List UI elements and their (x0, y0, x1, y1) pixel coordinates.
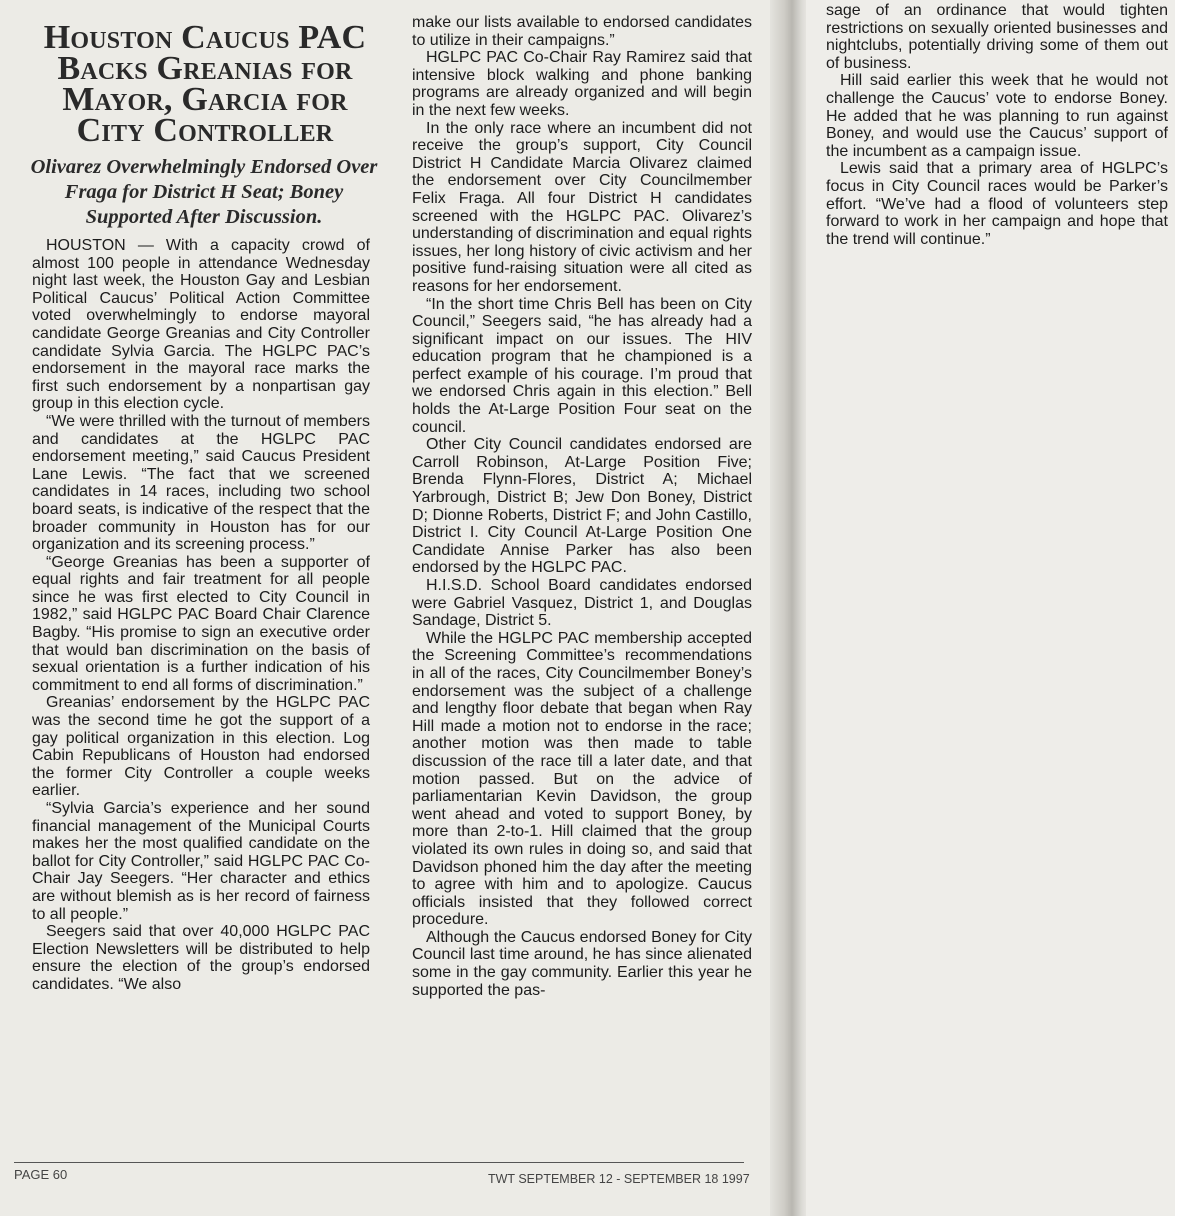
paragraph: Seegers said that over 40,000 HGLPC PAC Election Newsletters will be distributed to help ensure the election of the group’s endorsed candidates. “We also (32, 923, 370, 993)
paragraph: In the only race where an incumbent did not receive the group’s support, City Council District H Candidate Marcia Olivarez claimed the endorsement over City Councilmember Felix Fraga. All four District H candidates screened with the HGLPC PAC. Olivarez’s understanding of discrimination and equal rights issues, her long history of civic activism and her positive fund-raising situation were all cited as reasons for her endorsement. (412, 119, 752, 295)
paragraph: Greanias’ endorsement by the HGLPC PAC was the second time he got the support of a gay political organization in this election. Log Cabin Republicans of Houston had endorsed the former City Controller a couple weeks earlier. (32, 694, 370, 800)
article-column-2 (412, 14, 752, 999)
paragraph: H.I.S.D. School Board candidates endorsed were Gabriel Vasquez, District 1, and Douglas Sandage, District 5. (412, 577, 752, 630)
paragraph: Hill said earlier this week that he would not challenge the Caucus’ vote to endorse Boney. He added that he was planning to run against Boney, and would use the Caucus’ support of the incumbent as a campaign issue. (826, 72, 1168, 160)
subhead: Olivarez Overwhelmingly Endorsed Over Fraga for District H Seat; Boney Supported After Discussion. (30, 156, 378, 228)
paragraph: “We were thrilled with the turnout of members and candidates at the HGLPC PAC endorsement meeting,” said Caucus President Lane Lewis. “The fact that we screened candidates in 14 races, including two school board seats, is indicative of the respect that the broader community in Houston has for our organization and its screening process.” (32, 412, 370, 554)
paragraph: Lewis said that a primary area of HGLPC’s focus in City Council races would be Parker’s effort. “We’ve had a flood of volunteers step forward to work in her campaign and hope that the trend will continue.” (826, 160, 1168, 248)
headline: Houston Caucus PAC Backs Greanias for Mayor, Garcia for City Controller (43, 19, 367, 149)
paragraph: “In the short time Chris Bell has been on City Council,” Seegers said, “he has already had a significant impact on our issues. The HIV education program that he championed is a perfect example of his courage. I’m proud that we endorsed Chris again in this election.” Bell holds the At-Large Position Four seat on the council. (412, 295, 752, 436)
article-column-1 (32, 237, 370, 994)
article-column-3 (826, 2, 1168, 248)
page-number: PAGE 60 (14, 1167, 68, 1182)
footer-rule (14, 1162, 744, 1163)
paragraph: Although the Caucus endorsed Boney for City Council last time around, he has since alienated some in the gay community. Earlier this year he supported the pas- (412, 928, 752, 999)
paragraph-continuation: sage of an ordinance that would tighten restrictions on sexually oriented businesses and nightclubs, potentially driving some of them out of business. (826, 2, 1168, 72)
paragraph: “George Greanias has been a supporter of equal rights and fair treatment for all people since he was first elected to City Council in 1982,” said HGLPC PAC Board Chair Clarence Bagby. “His promise to sign an executive order that would ban discrimination on the basis of sexual orientation is a further indication of his commitment to end all forms of discrimination.” (32, 553, 370, 694)
paragraph: “Sylvia Garcia’s experience and her sound financial management of the Municipal Courts makes her the most qualified candidate on the ballot for City Controller,” said HGLPC PAC Co-Chair Jay Seegers. “Her character and ethics are without blemish as is her record of fairness to all people.” (32, 800, 370, 923)
paragraph: While the HGLPC PAC membership accepted the Screening Committee’s recommendations in all of the races, City Councilmember Boney’s endorsement was the subject of a challenge and lengthy floor debate that began when Ray Hill made a motion not to endorse in the race; another motion was then made to table discussion of the race till a later date, and that motion passed. But on the advice of parliamentarian Kevin Davidson, the group went ahead and voted to support Boney, by more than 2-to-1. Hill claimed that the group violated its own rules in doing so, and said that Davidson phoned him the day after the meeting to agree with him and to apologize. Caucus officials insisted that they followed correct procedure. (412, 629, 752, 929)
issue-date: TWT SEPTEMBER 12 - SEPTEMBER 18 1997 (488, 1172, 750, 1186)
paragraph: HGLPC PAC Co-Chair Ray Ramirez said that intensive block walking and phone banking programs are already organized and will begin in the next few weeks. (412, 49, 752, 119)
paragraph: HOUSTON — With a capacity crowd of almost 100 people in attendance Wednesday night last week, the Houston Gay and Lesbian Political Caucus’ Political Action Committee voted overwhelmingly to endorse mayoral candidate George Greanias and City Controller candidate Sylvia Garcia. The HGLPC PAC’s endorsement in the mayoral race marks the first such endorsement by a nonpartisan gay group in this election cycle. (32, 237, 370, 413)
paragraph-continuation: make our lists available to endorsed candidates to utilize in their campaigns.” (412, 14, 752, 49)
page-gutter (770, 0, 810, 1216)
paragraph: Other City Council candidates endorsed are Carroll Robinson, At-Large Position Five; Brenda Flynn-Flores, District A; Michael Yarbrough, District B; Jew Don Boney, District D; Dionne Roberts, District F; and John Castillo, District I. City Council At-Large Position One Candidate Annise Parker has also been endorsed by the HGLPC PAC. (412, 436, 752, 577)
